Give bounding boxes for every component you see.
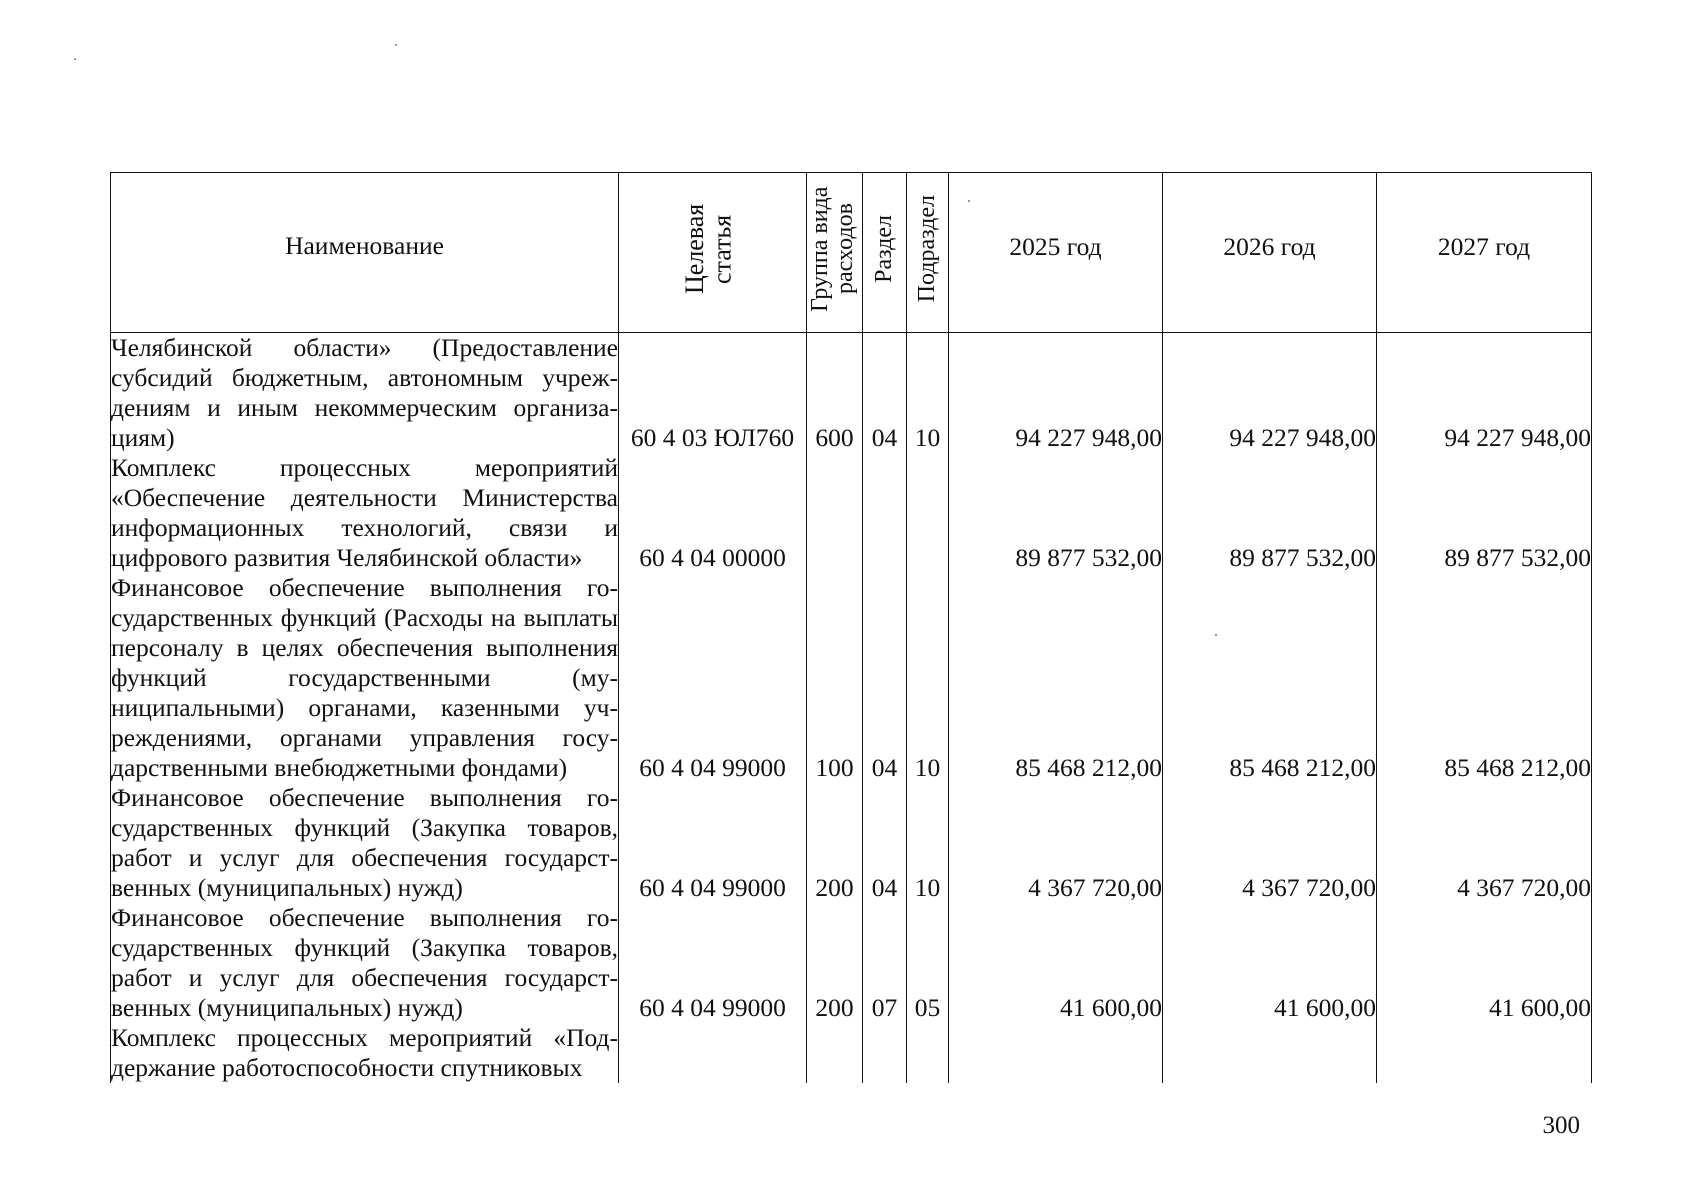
row-name: Челябинской области» (Предоставление субсидий бюджетным, автономным учреждениям и иным некоммерческим организациям) (111, 333, 618, 452)
budget-table (110, 172, 1592, 1083)
header-target-article (619, 173, 807, 333)
row-section: 04 (863, 573, 907, 783)
row-section (863, 453, 907, 573)
row-section: 04 (863, 333, 907, 454)
table-row (111, 453, 1592, 573)
row-amount-2026: 85 468 212,00 (1163, 573, 1377, 783)
header-year-2026-label: 2026 год (1223, 231, 1316, 261)
row-target-article: 60 4 04 99000 (619, 903, 807, 1023)
row-expense-group: 200 (807, 903, 863, 1023)
row-subsection: 05 (907, 903, 949, 1023)
row-section: 07 (863, 903, 907, 1023)
row-target-article: 60 4 03 ЮЛ760 (619, 333, 807, 454)
table-row (111, 333, 1592, 454)
header-subsection (907, 173, 949, 333)
header-section (863, 173, 907, 333)
header-year-2025-label: 2025 год (1009, 231, 1102, 261)
row-amount-2027: 94 227 948,00 (1377, 333, 1592, 454)
header-year-2027 (1377, 173, 1592, 333)
row-amount-2025: 94 227 948,00 (949, 333, 1163, 454)
row-target-article: 60 4 04 99000 (619, 573, 807, 783)
page-number: 300 (1542, 1112, 1580, 1139)
header-section-label: Раздел (870, 215, 897, 283)
row-amount-2026: 41 600,00 (1163, 903, 1377, 1023)
scan-speck (395, 44, 397, 46)
scan-speck (74, 58, 76, 60)
row-amount-2026: 4 367 720,00 (1163, 783, 1377, 903)
row-amount-2026: 89 877 532,00 (1163, 453, 1377, 573)
header-expense-group (807, 173, 863, 333)
row-subsection: 10 (907, 573, 949, 783)
row-subsection: 10 (907, 783, 949, 903)
row-amount-2026 (1163, 1023, 1377, 1083)
row-subsection: 10 (907, 333, 949, 454)
header-target-article-label: Целевая статья (679, 203, 736, 295)
row-amount-2027: 41 600,00 (1377, 903, 1592, 1023)
header-name-label: Наименование (285, 230, 444, 260)
row-expense-group: 600 (807, 333, 863, 454)
table-row (111, 903, 1592, 1023)
row-section (863, 1023, 907, 1083)
row-name: Финансовое обеспечение выполнения государственных функций (Закупка товаров, работ и услуг для обеспечения государственных (муниципальных) нужд) (111, 783, 618, 902)
header-row (111, 173, 1592, 333)
row-expense-group: 100 (807, 573, 863, 783)
header-year-2026 (1163, 173, 1377, 333)
table-row (111, 783, 1592, 903)
row-subsection (907, 1023, 949, 1083)
row-amount-2027: 89 877 532,00 (1377, 453, 1592, 573)
row-expense-group (807, 453, 863, 573)
row-target-article (619, 1023, 807, 1083)
row-amount-2025: 41 600,00 (949, 903, 1163, 1023)
header-expense-group-label: Группа вида расходов (806, 186, 858, 312)
row-amount-2025: 4 367 720,00 (949, 783, 1163, 903)
row-amount-2027 (1377, 1023, 1592, 1083)
table-row (111, 1023, 1592, 1083)
header-subsection-label: Подраздел (913, 195, 940, 303)
table-row (111, 573, 1592, 783)
row-amount-2025: 89 877 532,00 (949, 453, 1163, 573)
row-amount-2026: 94 227 948,00 (1163, 333, 1377, 454)
row-expense-group: 200 (807, 783, 863, 903)
row-name: Комплекс процессных мероприятий «Обеспечение деятельности Министерства информационных технологий, связи и цифрового развития Челябинской области» (111, 453, 618, 572)
row-name: Финансовое обеспечение выполнения государственных функций (Расходы на выплаты персоналу в целях обеспечения выполнения функций государственными (муниципальными) органами, казенными учреждениями, органами управления государственными внебюджетными фондами) (111, 573, 618, 782)
row-subsection (907, 453, 949, 573)
header-year-2027-label: 2027 год (1437, 231, 1531, 261)
row-expense-group (807, 1023, 863, 1083)
row-amount-2025: 85 468 212,00 (949, 573, 1163, 783)
row-target-article: 60 4 04 99000 (619, 783, 807, 903)
header-name (111, 166, 619, 326)
row-target-article: 60 4 04 00000 (619, 453, 807, 573)
header-year-2025 (949, 173, 1163, 333)
row-section: 04 (863, 783, 907, 903)
row-amount-2025 (949, 1023, 1163, 1083)
row-name: Комплекс процессных мероприятий «Поддержание работоспособности спутниковых (111, 1023, 618, 1082)
row-amount-2027: 4 367 720,00 (1377, 783, 1592, 903)
row-amount-2027: 85 468 212,00 (1377, 573, 1592, 783)
row-name: Финансовое обеспечение выполнения государственных функций (Закупка товаров, работ и услуг для обеспечения государственных (муниципальных) нужд) (111, 903, 618, 1022)
